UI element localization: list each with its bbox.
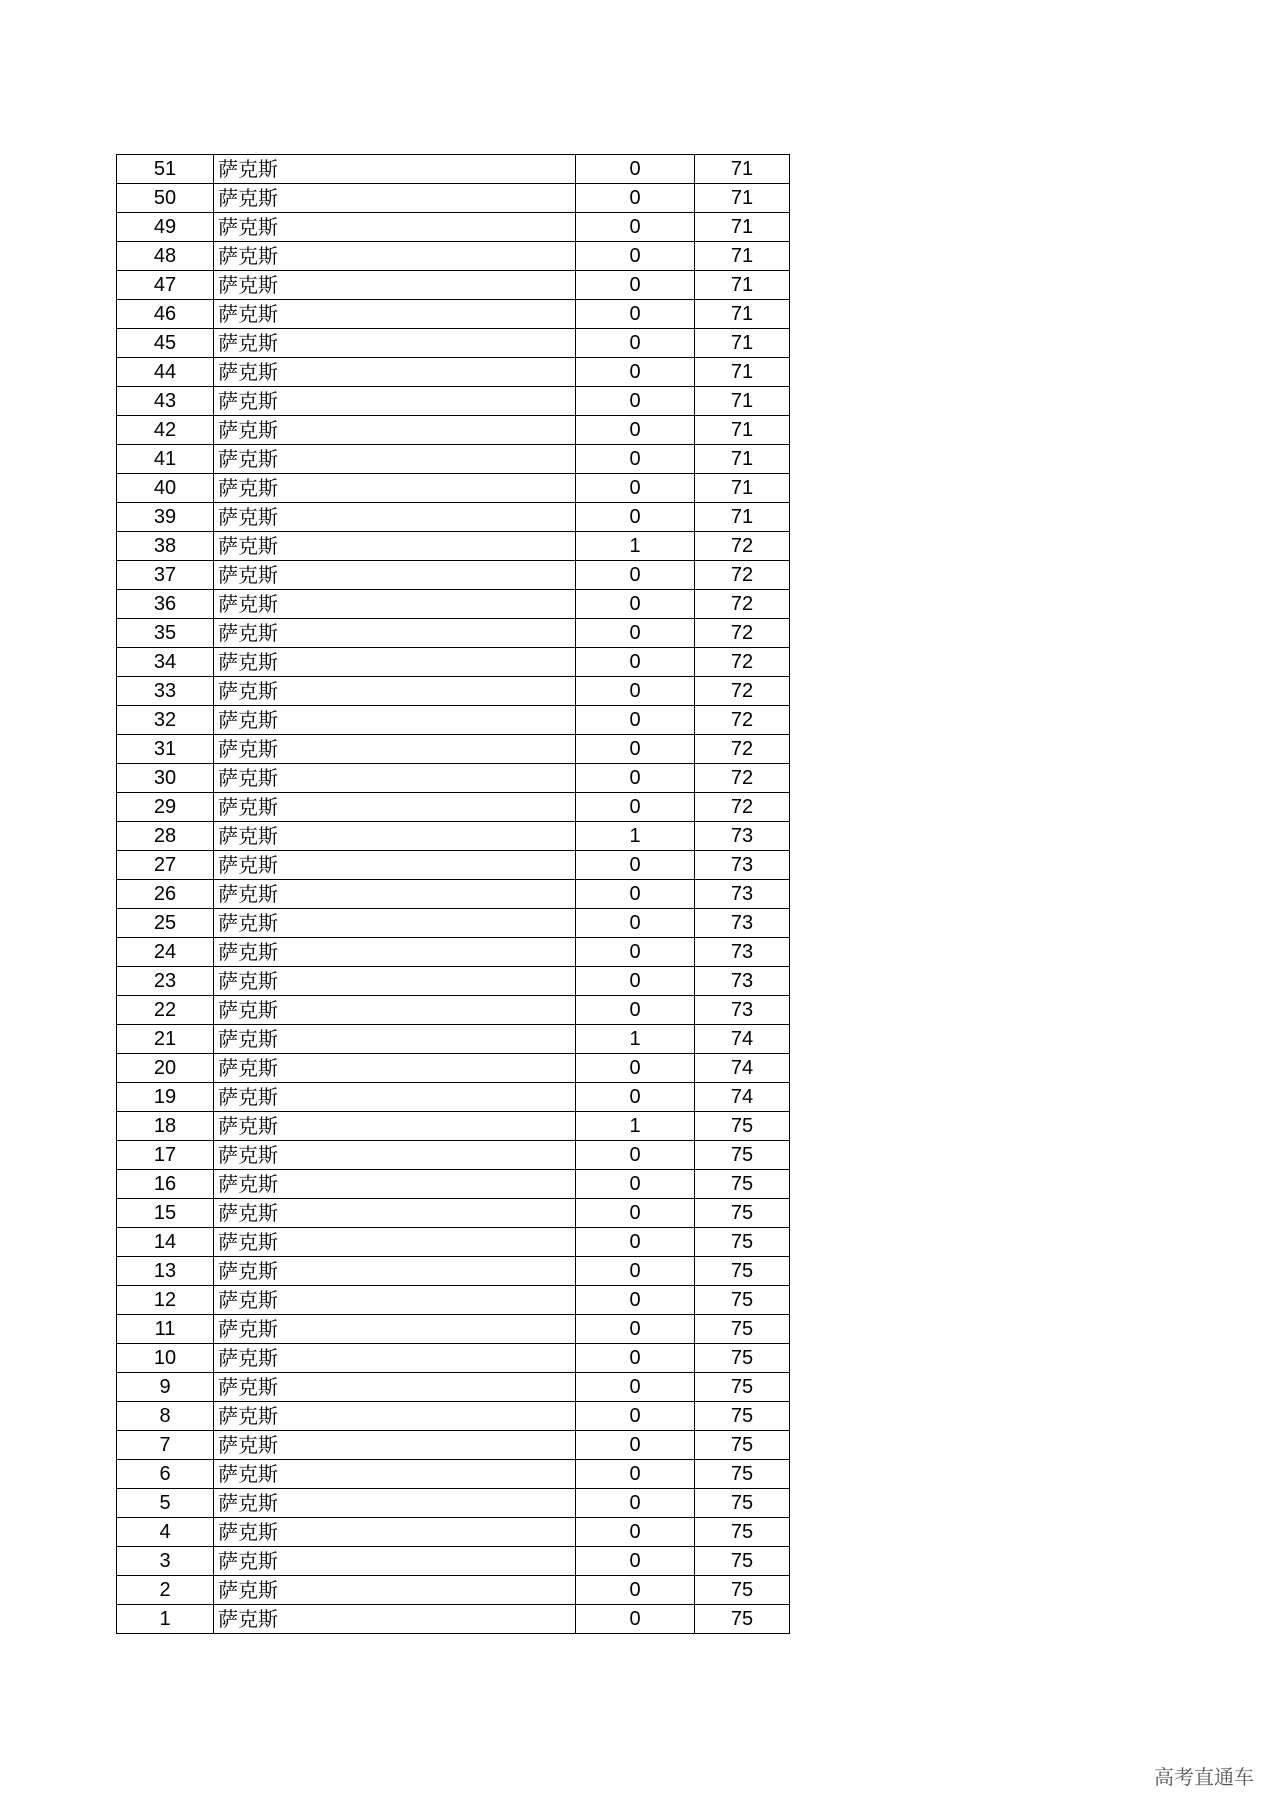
table-row	[117, 1025, 790, 1054]
name-cell: 萨克斯	[214, 1489, 576, 1518]
name-cell: 萨克斯	[214, 1054, 576, 1083]
name-cell: 萨克斯	[214, 967, 576, 996]
score-cell: 71	[695, 184, 790, 213]
table-row	[117, 1199, 790, 1228]
count-cell: 0	[576, 1257, 695, 1286]
score-cell: 71	[695, 213, 790, 242]
rank-cell: 35	[117, 619, 214, 648]
score-cell: 72	[695, 648, 790, 677]
rank-cell: 29	[117, 793, 214, 822]
name-cell: 萨克斯	[214, 764, 576, 793]
rank-cell: 28	[117, 822, 214, 851]
name-cell: 萨克斯	[214, 619, 576, 648]
rank-cell: 13	[117, 1257, 214, 1286]
rank-cell: 31	[117, 735, 214, 764]
table-row	[117, 1402, 790, 1431]
rank-cell: 30	[117, 764, 214, 793]
count-cell: 0	[576, 1286, 695, 1315]
score-cell: 75	[695, 1286, 790, 1315]
name-cell: 萨克斯	[214, 300, 576, 329]
rank-cell: 27	[117, 851, 214, 880]
name-cell: 萨克斯	[214, 561, 576, 590]
score-cell: 71	[695, 242, 790, 271]
table-row	[117, 648, 790, 677]
name-cell: 萨克斯	[214, 735, 576, 764]
score-cell: 75	[695, 1112, 790, 1141]
score-cell: 75	[695, 1605, 790, 1634]
name-cell: 萨克斯	[214, 503, 576, 532]
score-table	[116, 154, 790, 1634]
rank-cell: 41	[117, 445, 214, 474]
name-cell: 萨克斯	[214, 184, 576, 213]
table-row	[117, 1257, 790, 1286]
count-cell: 0	[576, 590, 695, 619]
name-cell: 萨克斯	[214, 909, 576, 938]
rank-cell: 23	[117, 967, 214, 996]
score-cell: 72	[695, 619, 790, 648]
score-cell: 75	[695, 1373, 790, 1402]
table-row	[117, 561, 790, 590]
score-cell: 71	[695, 416, 790, 445]
table-row	[117, 822, 790, 851]
count-cell: 0	[576, 358, 695, 387]
rank-cell: 46	[117, 300, 214, 329]
table-row	[117, 474, 790, 503]
name-cell: 萨克斯	[214, 1141, 576, 1170]
score-cell: 75	[695, 1199, 790, 1228]
count-cell: 0	[576, 1518, 695, 1547]
name-cell: 萨克斯	[214, 706, 576, 735]
name-cell: 萨克斯	[214, 474, 576, 503]
table-row	[117, 1228, 790, 1257]
score-cell: 71	[695, 474, 790, 503]
name-cell: 萨克斯	[214, 445, 576, 474]
score-cell: 72	[695, 764, 790, 793]
name-cell: 萨克斯	[214, 1315, 576, 1344]
name-cell: 萨克斯	[214, 1547, 576, 1576]
count-cell: 0	[576, 1431, 695, 1460]
name-cell: 萨克斯	[214, 329, 576, 358]
name-cell: 萨克斯	[214, 677, 576, 706]
score-cell: 75	[695, 1170, 790, 1199]
score-cell: 73	[695, 822, 790, 851]
name-cell: 萨克斯	[214, 793, 576, 822]
rank-cell: 38	[117, 532, 214, 561]
count-cell: 0	[576, 271, 695, 300]
count-cell: 0	[576, 1083, 695, 1112]
count-cell: 0	[576, 1344, 695, 1373]
score-cell: 73	[695, 851, 790, 880]
score-cell: 75	[695, 1402, 790, 1431]
rank-cell: 2	[117, 1576, 214, 1605]
count-cell: 0	[576, 1315, 695, 1344]
rank-cell: 25	[117, 909, 214, 938]
rank-cell: 49	[117, 213, 214, 242]
count-cell: 0	[576, 242, 695, 271]
name-cell: 萨克斯	[214, 1373, 576, 1402]
score-cell: 74	[695, 1054, 790, 1083]
rank-cell: 36	[117, 590, 214, 619]
rank-cell: 37	[117, 561, 214, 590]
table-row	[117, 1315, 790, 1344]
count-cell: 0	[576, 619, 695, 648]
name-cell: 萨克斯	[214, 358, 576, 387]
count-cell: 0	[576, 474, 695, 503]
rank-cell: 51	[117, 155, 214, 184]
table-row	[117, 677, 790, 706]
name-cell: 萨克斯	[214, 271, 576, 300]
name-cell: 萨克斯	[214, 1576, 576, 1605]
name-cell: 萨克斯	[214, 590, 576, 619]
name-cell: 萨克斯	[214, 213, 576, 242]
score-cell: 75	[695, 1547, 790, 1576]
count-cell: 0	[576, 213, 695, 242]
score-cell: 72	[695, 677, 790, 706]
count-cell: 0	[576, 1460, 695, 1489]
count-cell: 0	[576, 706, 695, 735]
name-cell: 萨克斯	[214, 1199, 576, 1228]
count-cell: 0	[576, 1199, 695, 1228]
name-cell: 萨克斯	[214, 1257, 576, 1286]
rank-cell: 44	[117, 358, 214, 387]
count-cell: 0	[576, 735, 695, 764]
table-row	[117, 967, 790, 996]
table-row	[117, 793, 790, 822]
name-cell: 萨克斯	[214, 1112, 576, 1141]
rank-cell: 14	[117, 1228, 214, 1257]
score-cell: 71	[695, 445, 790, 474]
count-cell: 0	[576, 1054, 695, 1083]
table-row	[117, 1518, 790, 1547]
rank-cell: 11	[117, 1315, 214, 1344]
score-cell: 73	[695, 909, 790, 938]
table-row	[117, 503, 790, 532]
name-cell: 萨克斯	[214, 416, 576, 445]
name-cell: 萨克斯	[214, 1460, 576, 1489]
rank-cell: 39	[117, 503, 214, 532]
count-cell: 0	[576, 1228, 695, 1257]
name-cell: 萨克斯	[214, 532, 576, 561]
table-row	[117, 213, 790, 242]
table-row	[117, 358, 790, 387]
count-cell: 0	[576, 1547, 695, 1576]
score-cell: 75	[695, 1228, 790, 1257]
table-row	[117, 1112, 790, 1141]
table-row	[117, 1431, 790, 1460]
count-cell: 0	[576, 909, 695, 938]
rank-cell: 22	[117, 996, 214, 1025]
name-cell: 萨克斯	[214, 1402, 576, 1431]
table-row	[117, 706, 790, 735]
count-cell: 0	[576, 1576, 695, 1605]
count-cell: 0	[576, 1141, 695, 1170]
table-row	[117, 735, 790, 764]
score-cell: 75	[695, 1344, 790, 1373]
rank-cell: 48	[117, 242, 214, 271]
count-cell: 0	[576, 1489, 695, 1518]
table-row	[117, 155, 790, 184]
rank-cell: 45	[117, 329, 214, 358]
table-row	[117, 1576, 790, 1605]
rank-cell: 4	[117, 1518, 214, 1547]
table-row	[117, 619, 790, 648]
rank-cell: 42	[117, 416, 214, 445]
score-cell: 74	[695, 1025, 790, 1054]
name-cell: 萨克斯	[214, 851, 576, 880]
table-row	[117, 416, 790, 445]
count-cell: 0	[576, 155, 695, 184]
watermark: 高考直通车	[1154, 1765, 1254, 1789]
score-cell: 71	[695, 387, 790, 416]
name-cell: 萨克斯	[214, 996, 576, 1025]
score-cell: 71	[695, 271, 790, 300]
rank-cell: 20	[117, 1054, 214, 1083]
count-cell: 0	[576, 648, 695, 677]
score-cell: 71	[695, 358, 790, 387]
rank-cell: 12	[117, 1286, 214, 1315]
name-cell: 萨克斯	[214, 242, 576, 271]
table-row	[117, 1286, 790, 1315]
name-cell: 萨克斯	[214, 1025, 576, 1054]
name-cell: 萨克斯	[214, 648, 576, 677]
count-cell: 1	[576, 532, 695, 561]
rank-cell: 47	[117, 271, 214, 300]
table-row	[117, 387, 790, 416]
name-cell: 萨克斯	[214, 1170, 576, 1199]
score-cell: 72	[695, 590, 790, 619]
count-cell: 0	[576, 416, 695, 445]
table-row	[117, 1373, 790, 1402]
count-cell: 0	[576, 387, 695, 416]
table-row	[117, 1083, 790, 1112]
table-row	[117, 764, 790, 793]
rank-cell: 3	[117, 1547, 214, 1576]
table-row	[117, 242, 790, 271]
name-cell: 萨克斯	[214, 1286, 576, 1315]
rank-cell: 24	[117, 938, 214, 967]
name-cell: 萨克斯	[214, 155, 576, 184]
rank-cell: 5	[117, 1489, 214, 1518]
table-row	[117, 1489, 790, 1518]
table-row	[117, 880, 790, 909]
rank-cell: 10	[117, 1344, 214, 1373]
score-cell: 75	[695, 1518, 790, 1547]
rank-cell: 17	[117, 1141, 214, 1170]
rank-cell: 8	[117, 1402, 214, 1431]
table-row	[117, 300, 790, 329]
score-cell: 75	[695, 1489, 790, 1518]
score-cell: 73	[695, 996, 790, 1025]
score-cell: 75	[695, 1315, 790, 1344]
rank-cell: 15	[117, 1199, 214, 1228]
rank-cell: 33	[117, 677, 214, 706]
name-cell: 萨克斯	[214, 1083, 576, 1112]
score-cell: 74	[695, 1083, 790, 1112]
table-row	[117, 1054, 790, 1083]
count-cell: 1	[576, 1025, 695, 1054]
count-cell: 0	[576, 938, 695, 967]
score-cell: 71	[695, 503, 790, 532]
rank-cell: 32	[117, 706, 214, 735]
table-row	[117, 329, 790, 358]
count-cell: 0	[576, 1605, 695, 1634]
rank-cell: 9	[117, 1373, 214, 1402]
rank-cell: 18	[117, 1112, 214, 1141]
count-cell: 0	[576, 996, 695, 1025]
score-cell: 75	[695, 1257, 790, 1286]
name-cell: 萨克斯	[214, 880, 576, 909]
count-cell: 1	[576, 1112, 695, 1141]
name-cell: 萨克斯	[214, 1344, 576, 1373]
name-cell: 萨克斯	[214, 822, 576, 851]
score-cell: 75	[695, 1431, 790, 1460]
count-cell: 0	[576, 184, 695, 213]
table-row	[117, 996, 790, 1025]
count-cell: 0	[576, 300, 695, 329]
rank-cell: 1	[117, 1605, 214, 1634]
count-cell: 0	[576, 764, 695, 793]
score-cell: 72	[695, 706, 790, 735]
score-cell: 72	[695, 532, 790, 561]
name-cell: 萨克斯	[214, 1518, 576, 1547]
table-row	[117, 184, 790, 213]
name-cell: 萨克斯	[214, 387, 576, 416]
name-cell: 萨克斯	[214, 1228, 576, 1257]
rank-cell: 26	[117, 880, 214, 909]
score-table-body	[117, 155, 790, 1634]
table-row	[117, 590, 790, 619]
count-cell: 0	[576, 445, 695, 474]
table-row	[117, 445, 790, 474]
rank-cell: 16	[117, 1170, 214, 1199]
score-cell: 75	[695, 1141, 790, 1170]
score-cell: 72	[695, 735, 790, 764]
count-cell: 0	[576, 329, 695, 358]
table-row	[117, 851, 790, 880]
count-cell: 0	[576, 880, 695, 909]
count-cell: 0	[576, 561, 695, 590]
score-cell: 75	[695, 1460, 790, 1489]
score-cell: 75	[695, 1576, 790, 1605]
rank-cell: 40	[117, 474, 214, 503]
score-cell: 72	[695, 793, 790, 822]
table-row	[117, 1547, 790, 1576]
score-cell: 71	[695, 329, 790, 358]
table-row	[117, 532, 790, 561]
score-cell: 73	[695, 938, 790, 967]
count-cell: 0	[576, 967, 695, 996]
table-row	[117, 1344, 790, 1373]
count-cell: 0	[576, 1373, 695, 1402]
score-cell: 71	[695, 300, 790, 329]
table-row	[117, 1460, 790, 1489]
table-row	[117, 909, 790, 938]
count-cell: 0	[576, 1402, 695, 1431]
table-row	[117, 1141, 790, 1170]
name-cell: 萨克斯	[214, 1431, 576, 1460]
count-cell: 1	[576, 822, 695, 851]
count-cell: 0	[576, 503, 695, 532]
rank-cell: 7	[117, 1431, 214, 1460]
rank-cell: 43	[117, 387, 214, 416]
rank-cell: 6	[117, 1460, 214, 1489]
rank-cell: 21	[117, 1025, 214, 1054]
table-row	[117, 271, 790, 300]
rank-cell: 19	[117, 1083, 214, 1112]
score-cell: 73	[695, 880, 790, 909]
name-cell: 萨克斯	[214, 1605, 576, 1634]
score-cell: 73	[695, 967, 790, 996]
rank-cell: 50	[117, 184, 214, 213]
count-cell: 0	[576, 1170, 695, 1199]
name-cell: 萨克斯	[214, 938, 576, 967]
table-row	[117, 1605, 790, 1634]
count-cell: 0	[576, 851, 695, 880]
score-cell: 72	[695, 561, 790, 590]
count-cell: 0	[576, 677, 695, 706]
count-cell: 0	[576, 793, 695, 822]
table-row	[117, 1170, 790, 1199]
table-row	[117, 938, 790, 967]
score-cell: 71	[695, 155, 790, 184]
rank-cell: 34	[117, 648, 214, 677]
